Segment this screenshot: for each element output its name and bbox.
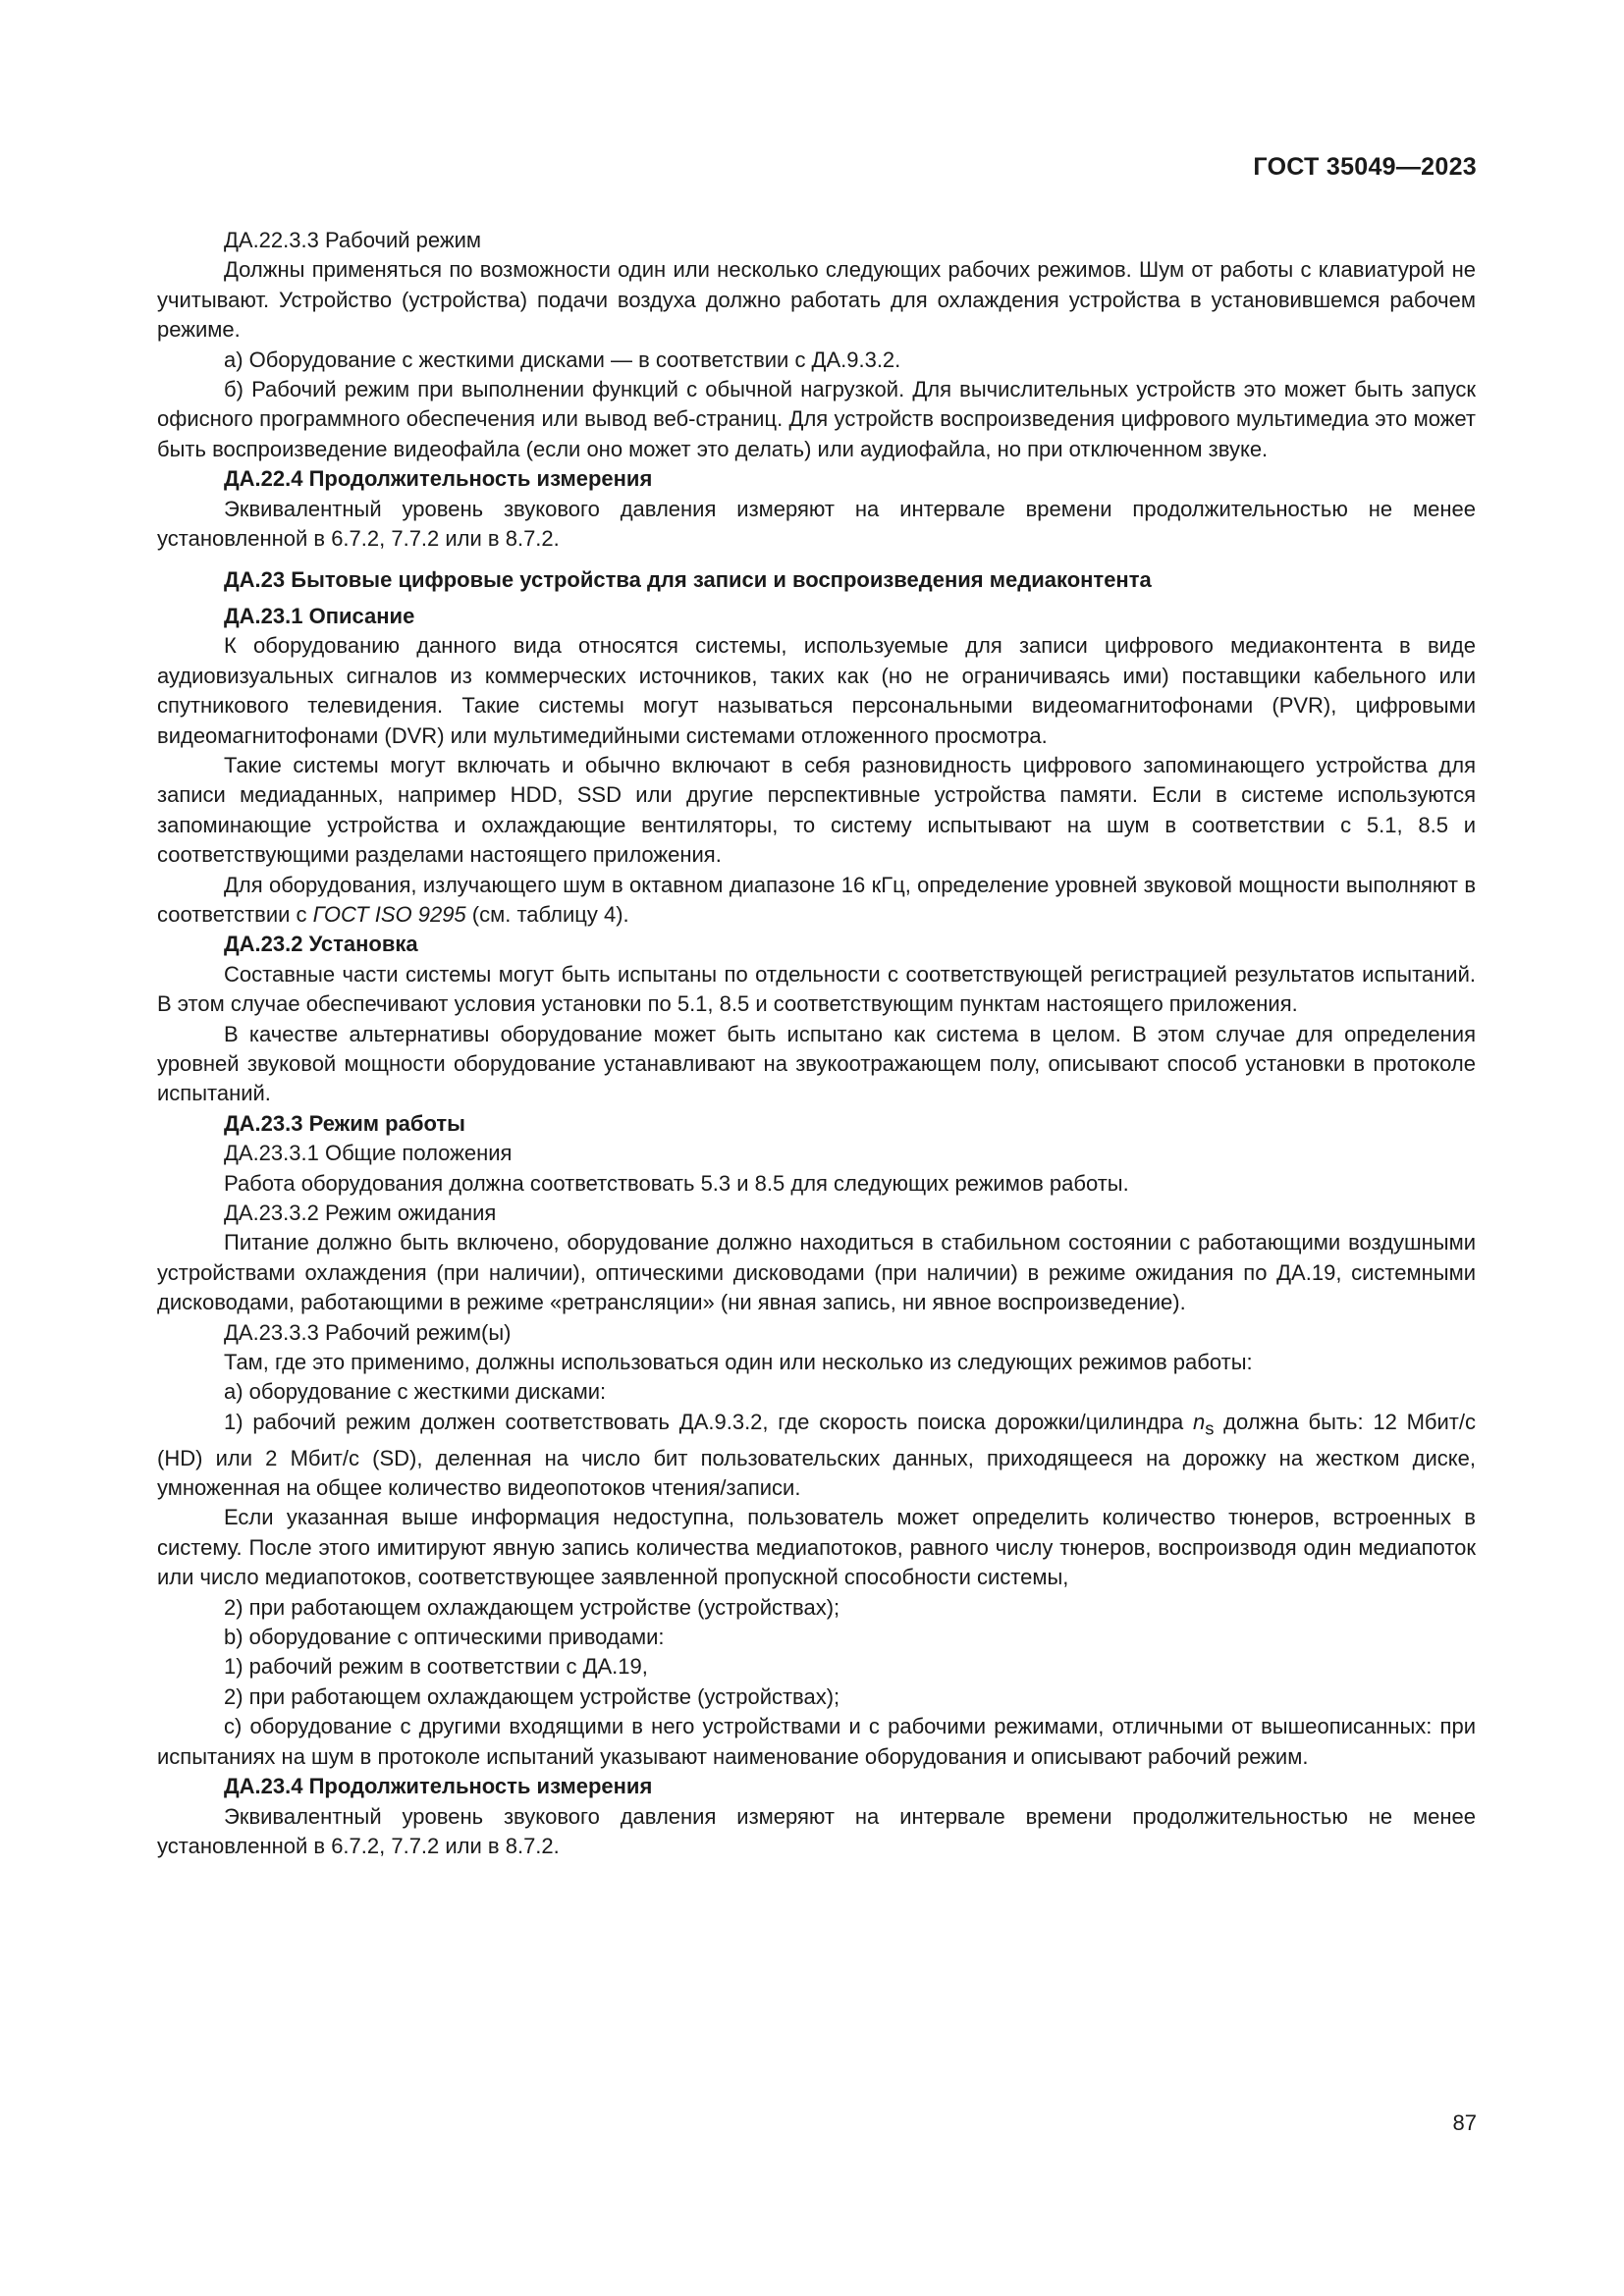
- body-paragraph: В качестве альтернативы оборудование может быть испытано как система в целом. В этом случае для определения уровней звуковой мощности оборудование устанавливают на звукоотражающем полу, описывают способ установки в протоколе испытаний.: [157, 1021, 1476, 1106]
- paragraph-text: 1) рабочий режим должен соответствовать ДА.9.3.2, где скорость поиска дорожки/цилиндра: [224, 1409, 1193, 1434]
- section-heading: ДА.22.4 Продолжительность измерения: [224, 466, 653, 492]
- list-item: а) Оборудование с жесткими дисками — в соответствии с ДА.9.3.2.: [224, 347, 901, 372]
- math-symbol: n: [1192, 1409, 1206, 1434]
- body-paragraph: Составные части системы могут быть испытаны по отдельности с соответствующей регистрацией результатов испытаний. В этом случае обеспечивают условия установки по 5.1, 8.5 и соответствующим пунктам настоящего приложения.: [157, 961, 1476, 1017]
- list-item: б) Рабочий режим при выполнении функций с обычной нагрузкой. Для вычислительных устройств это может быть запуск офисного программного обеспечения или вывод веб-страниц. Для устройств воспроизведения цифрового мультимедиа это может быть воспроизведение видеофайла (если оно может это делать) или аудиофайла, но при отключенном звуке.: [157, 377, 1476, 461]
- list-item: 2) при работающем охлаждающем устройстве (устройствах);: [224, 1594, 840, 1620]
- page-number: 87: [1452, 2110, 1477, 2135]
- list-item: b) оборудование с оптическими приводами:: [224, 1625, 665, 1650]
- list-item: [157, 1408, 1476, 1504]
- paragraph-text: Для оборудования, излучающего шум в октавном диапазоне 16 кГц, определение уровней звуковой мощности выполняют в соответствии с: [157, 872, 1476, 927]
- paragraph-text: (см. таблицу 4).: [465, 901, 629, 927]
- body-paragraph: Эквивалентный уровень звукового давления измеряют на интервале времени продолжительностью не менее установленной в 6.7.2, 7.7.2 или в 8.7.2.: [157, 496, 1476, 552]
- chapter-heading: ДА.23 Бытовые цифровые устройства для записи и воспроизведения медиаконтента: [224, 567, 1152, 593]
- body-paragraph: Питание должно быть включено, оборудование должно находиться в стабильном состоянии с работающими воздушными устройствами охлаждения (при наличии), оптическими дисководами (при наличии) в режиме ожидания по ДА.19, системными дисководами, работающими в режиме «ретрансляции» (ни явная запись, ни явное воспроизведение).: [157, 1230, 1476, 1315]
- body-paragraph: [157, 871, 1476, 931]
- document-body: [157, 226, 1476, 1861]
- body-paragraph: Работа оборудования должна соответствовать 5.3 и 8.5 для следующих режимов работы.: [224, 1170, 1129, 1196]
- paragraph-text: должна быть: 12 Мбит/с (HD) или 2 Мбит/с (SD), деленная на число бит пользовательских данных, приходящееся на дорожку на жестком диске, умноженная на общее количество видеопотоков чтения/записи.: [157, 1409, 1476, 1501]
- body-paragraph: К оборудованию данного вида относятся системы, используемые для записи цифрового медиаконтента в виде аудиовизуальных сигналов из коммерческих источников, таких как (но не ограничиваясь ими) поставщики кабельного или спутникового телевидения. Такие системы могут называться персональными видеомагнитофонами (PVR), цифровыми видеомагнитофонами (DVR) или мультимедийными системами отложенного просмотра.: [157, 633, 1476, 748]
- list-item: 1) рабочий режим в соответствии с ДА.19,: [224, 1654, 648, 1680]
- section-heading: ДА.23.3 Режим работы: [224, 1110, 465, 1136]
- subsection-heading: ДА.23.3.1 Общие положения: [224, 1141, 513, 1166]
- body-paragraph: Такие системы могут включать и обычно включают в себя разновидность цифрового запоминающего устройства для записи медиаданных, например HDD, SSD или другие перспективные устройства памяти. Если в системе используются запоминающие устройства и охлаждающие вентиляторы, то систему испытывают на шум в соответствии с 5.1, 8.5 и соответствующими разделами настоящего приложения.: [157, 752, 1476, 868]
- list-item: с) оборудование с другими входящими в него устройствами и с рабочими режимами, отличными от вышеописанных: при испытаниях на шум в протоколе испытаний указывают наименование оборудования и описывают рабочий режим.: [157, 1714, 1476, 1769]
- section-heading: ДА.23.4 Продолжительность измерения: [224, 1774, 653, 1799]
- body-paragraph: Если указанная выше информация недоступна, пользователь может определить количество тюнеров, встроенных в систему. После этого имитируют явную запись количества медиапотоков, равного числу тюнеров, воспроизводя один медиапоток или число медиапотоков, соответствующее заявленной пропускной способности системы,: [157, 1505, 1476, 1590]
- list-item: а) оборудование с жесткими дисками:: [224, 1379, 607, 1405]
- body-paragraph: Эквивалентный уровень звукового давления измеряют на интервале времени продолжительностью не менее установленной в 6.7.2, 7.7.2 или в 8.7.2.: [157, 1803, 1476, 1858]
- body-paragraph: Там, где это применимо, должны использоваться один или несколько из следующих режимов работы:: [224, 1350, 1253, 1375]
- body-paragraph: Должны применяться по возможности один или несколько следующих рабочих режимов. Шум от работы с клавиатурой не учитывают. Устройство (устройства) подачи воздуха должно работать для охлаждения устройства в установившемся рабочем режиме.: [157, 257, 1476, 343]
- document-header: ГОСТ 35049—2023: [1253, 153, 1477, 181]
- subsection-heading: ДА.23.3.2 Режим ожидания: [224, 1201, 497, 1225]
- subsection-heading: ДА.23.3.3 Рабочий режим(ы): [224, 1319, 512, 1345]
- section-heading: ДА.23.2 Установка: [224, 932, 418, 957]
- subsection-heading: ДА.22.3.3 Рабочий режим: [224, 228, 482, 252]
- math-subscript: s: [1205, 1417, 1215, 1439]
- list-item: 2) при работающем охлаждающем устройстве (устройствах);: [224, 1683, 840, 1709]
- standard-reference: ГОСТ ISO 9295: [312, 901, 466, 927]
- section-heading: ДА.23.1 Описание: [224, 603, 415, 628]
